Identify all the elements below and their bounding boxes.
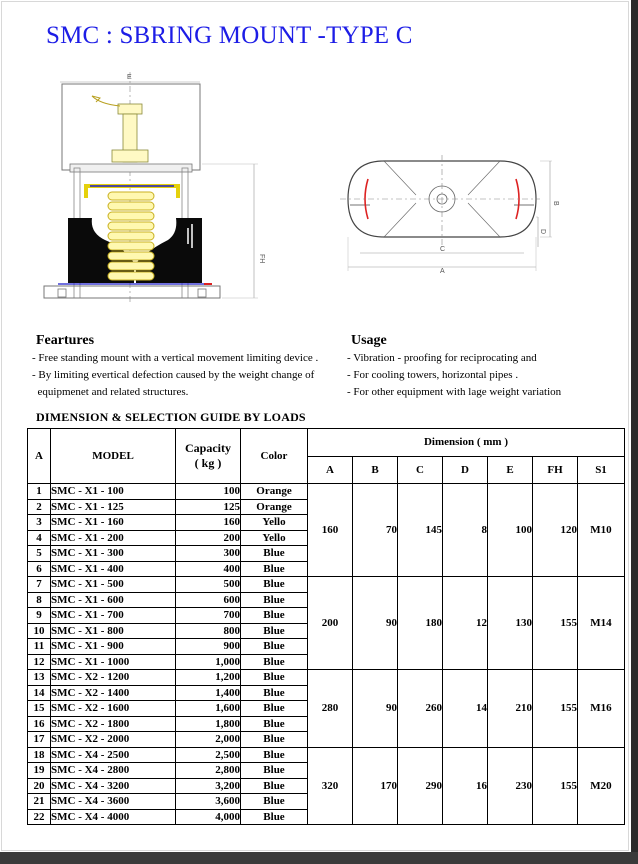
row-capacity: 400 — [176, 561, 241, 577]
row-model: SMC - X4 - 3200 — [51, 778, 176, 794]
row-capacity: 2,000 — [176, 732, 241, 748]
header-dim-s1: S1 — [578, 456, 625, 484]
row-color: Blue — [241, 639, 308, 655]
row-model: SMC - X2 - 1400 — [51, 685, 176, 701]
right-edge-bar — [631, 0, 638, 864]
dim-b: 170 — [353, 747, 398, 825]
row-color: Yello — [241, 515, 308, 531]
header-dim-d: D — [443, 456, 488, 484]
row-color: Blue — [241, 654, 308, 670]
header-dimension: Dimension ( mm ) — [308, 429, 625, 457]
row-color: Blue — [241, 716, 308, 732]
row-capacity: 100 — [176, 484, 241, 500]
row-capacity: 2,500 — [176, 747, 241, 763]
row-model: SMC - X4 - 2800 — [51, 763, 176, 779]
row-model: SMC - X2 - 2000 — [51, 732, 176, 748]
row-capacity: 3,600 — [176, 794, 241, 810]
dim-fh: 120 — [533, 484, 578, 577]
row-number: 5 — [28, 546, 51, 562]
row-number: 16 — [28, 716, 51, 732]
row-number: 11 — [28, 639, 51, 655]
header-capacity-line2: ( kg ) — [194, 456, 222, 470]
dim-c: 180 — [398, 577, 443, 670]
row-model: SMC - X1 - 900 — [51, 639, 176, 655]
row-capacity: 125 — [176, 499, 241, 515]
row-color: Blue — [241, 592, 308, 608]
label-b: B — [552, 201, 559, 206]
features-list — [32, 350, 318, 401]
header-capacity-line1: Capacity — [185, 441, 231, 455]
guide-title: DIMENSION & SELECTION GUIDE BY LOADS — [36, 410, 306, 424]
dim-e: 230 — [488, 747, 533, 825]
row-number: 9 — [28, 608, 51, 624]
dim-d: 12 — [443, 577, 488, 670]
row-color: Orange — [241, 484, 308, 500]
row-number: 18 — [28, 747, 51, 763]
page-title: SMC : SBRING MOUNT -TYPE C — [46, 22, 413, 49]
label-c: C — [440, 246, 446, 253]
row-model: SMC - X2 - 1800 — [51, 716, 176, 732]
row-number: 10 — [28, 623, 51, 639]
row-number: 8 — [28, 592, 51, 608]
row-number: 1 — [28, 484, 51, 500]
row-capacity: 1,200 — [176, 670, 241, 686]
dim-s1: M14 — [578, 577, 625, 670]
features-heading: Feartures — [36, 333, 95, 348]
row-model: SMC - X1 - 600 — [51, 592, 176, 608]
row-color: Blue — [241, 701, 308, 717]
row-capacity: 200 — [176, 530, 241, 546]
row-number: 19 — [28, 763, 51, 779]
row-model: SMC - X4 - 3600 — [51, 794, 176, 810]
row-capacity: 3,200 — [176, 778, 241, 794]
row-model: SMC - X2 - 1600 — [51, 701, 176, 717]
header-a: A — [28, 429, 51, 484]
dim-a: 280 — [308, 670, 353, 748]
row-number: 6 — [28, 561, 51, 577]
dim-a: 320 — [308, 747, 353, 825]
row-number: 21 — [28, 794, 51, 810]
row-color: Blue — [241, 794, 308, 810]
row-color: Blue — [241, 809, 308, 825]
row-number: 4 — [28, 530, 51, 546]
header-dim-a: A — [308, 456, 353, 484]
row-capacity: 1,800 — [176, 716, 241, 732]
row-number: 2 — [28, 499, 51, 515]
dim-e: 100 — [488, 484, 533, 577]
row-model: SMC - X1 - 125 — [51, 499, 176, 515]
label-d: D — [539, 229, 546, 235]
table-row — [28, 670, 625, 686]
row-model: SMC - X1 - 500 — [51, 577, 176, 593]
dim-c: 260 — [398, 670, 443, 748]
dim-fh: 155 — [533, 747, 578, 825]
table-row — [28, 747, 625, 763]
dim-fh: 155 — [533, 670, 578, 748]
dim-b: 90 — [353, 670, 398, 748]
row-number: 15 — [28, 701, 51, 717]
row-model: SMC - X1 - 700 — [51, 608, 176, 624]
dim-c: 290 — [398, 747, 443, 825]
row-color: Blue — [241, 623, 308, 639]
row-number: 20 — [28, 778, 51, 794]
row-color: Blue — [241, 778, 308, 794]
features-item: equipmenet and related structures. — [32, 386, 189, 398]
row-model: SMC - X4 - 2500 — [51, 747, 176, 763]
row-model: SMC - X1 - 800 — [51, 623, 176, 639]
row-color: Blue — [241, 732, 308, 748]
usage-item: - For cooling towers, horizontal pipes . — [347, 369, 519, 381]
table-row — [28, 484, 625, 500]
header-capacity — [176, 429, 241, 484]
usage-item: - For other equipment with lage weight variation — [347, 386, 562, 398]
row-model: SMC - X1 - 100 — [51, 484, 176, 500]
table-row — [28, 577, 625, 593]
row-capacity: 600 — [176, 592, 241, 608]
row-capacity: 4,000 — [176, 809, 241, 825]
usage-heading: Usage — [351, 333, 387, 348]
row-color: Orange — [241, 499, 308, 515]
header-dim-e: E — [488, 456, 533, 484]
dim-s1: M16 — [578, 670, 625, 748]
label-fh: FH — [258, 254, 265, 264]
dim-b: 70 — [353, 484, 398, 577]
features-item: - Free standing mount with a vertical movement limiting device . — [32, 352, 319, 364]
row-number: 17 — [28, 732, 51, 748]
row-color: Blue — [241, 685, 308, 701]
side-view-drawing — [30, 68, 270, 308]
row-capacity: 900 — [176, 639, 241, 655]
row-model: SMC - X1 - 160 — [51, 515, 176, 531]
row-model: SMC - X1 - 400 — [51, 561, 176, 577]
header-dim-fh: FH — [533, 456, 578, 484]
row-capacity: 1,600 — [176, 701, 241, 717]
row-model: SMC - X1 - 200 — [51, 530, 176, 546]
dim-fh: 155 — [533, 577, 578, 670]
row-capacity: 1,000 — [176, 654, 241, 670]
dim-d: 8 — [443, 484, 488, 577]
bottom-edge-bar — [0, 852, 638, 864]
row-number: 7 — [28, 577, 51, 593]
header-color: Color — [241, 429, 308, 484]
dim-e: 210 — [488, 670, 533, 748]
dim-s1: M10 — [578, 484, 625, 577]
row-color: Blue — [241, 608, 308, 624]
row-color: Blue — [241, 763, 308, 779]
dim-d: 14 — [443, 670, 488, 748]
row-color: Blue — [241, 546, 308, 562]
dim-e: 130 — [488, 577, 533, 670]
row-color: Blue — [241, 577, 308, 593]
row-model: SMC - X2 - 1200 — [51, 670, 176, 686]
row-color: Yello — [241, 530, 308, 546]
row-model: SMC - X1 - 300 — [51, 546, 176, 562]
dim-c: 145 — [398, 484, 443, 577]
dim-d: 16 — [443, 747, 488, 825]
row-capacity: 2,800 — [176, 763, 241, 779]
dim-a: 200 — [308, 577, 353, 670]
row-model: SMC - X4 - 4000 — [51, 809, 176, 825]
row-color: Blue — [241, 670, 308, 686]
row-number: 13 — [28, 670, 51, 686]
dim-a: 160 — [308, 484, 353, 577]
row-number: 12 — [28, 654, 51, 670]
row-capacity: 1,400 — [176, 685, 241, 701]
dim-b: 90 — [353, 577, 398, 670]
usage-list — [347, 350, 561, 401]
row-color: Blue — [241, 747, 308, 763]
top-view-drawing — [340, 155, 570, 280]
dim-s1: M20 — [578, 747, 625, 825]
label-a: A — [440, 268, 445, 275]
row-color: Blue — [241, 561, 308, 577]
row-capacity: 500 — [176, 577, 241, 593]
row-capacity: 300 — [176, 546, 241, 562]
row-capacity: 160 — [176, 515, 241, 531]
features-item: - By limiting evertical defection caused by the weight change of — [32, 369, 315, 381]
row-number: 3 — [28, 515, 51, 531]
row-number: 22 — [28, 809, 51, 825]
row-number: 14 — [28, 685, 51, 701]
row-capacity: 800 — [176, 623, 241, 639]
header-model: MODEL — [51, 429, 176, 484]
selection-table — [27, 428, 625, 825]
header-dim-c: C — [398, 456, 443, 484]
label-e: E — [127, 74, 132, 81]
row-capacity: 700 — [176, 608, 241, 624]
header-dim-b: B — [353, 456, 398, 484]
usage-item: - Vibration - proofing for reciprocating and — [347, 352, 537, 364]
row-model: SMC - X1 - 1000 — [51, 654, 176, 670]
